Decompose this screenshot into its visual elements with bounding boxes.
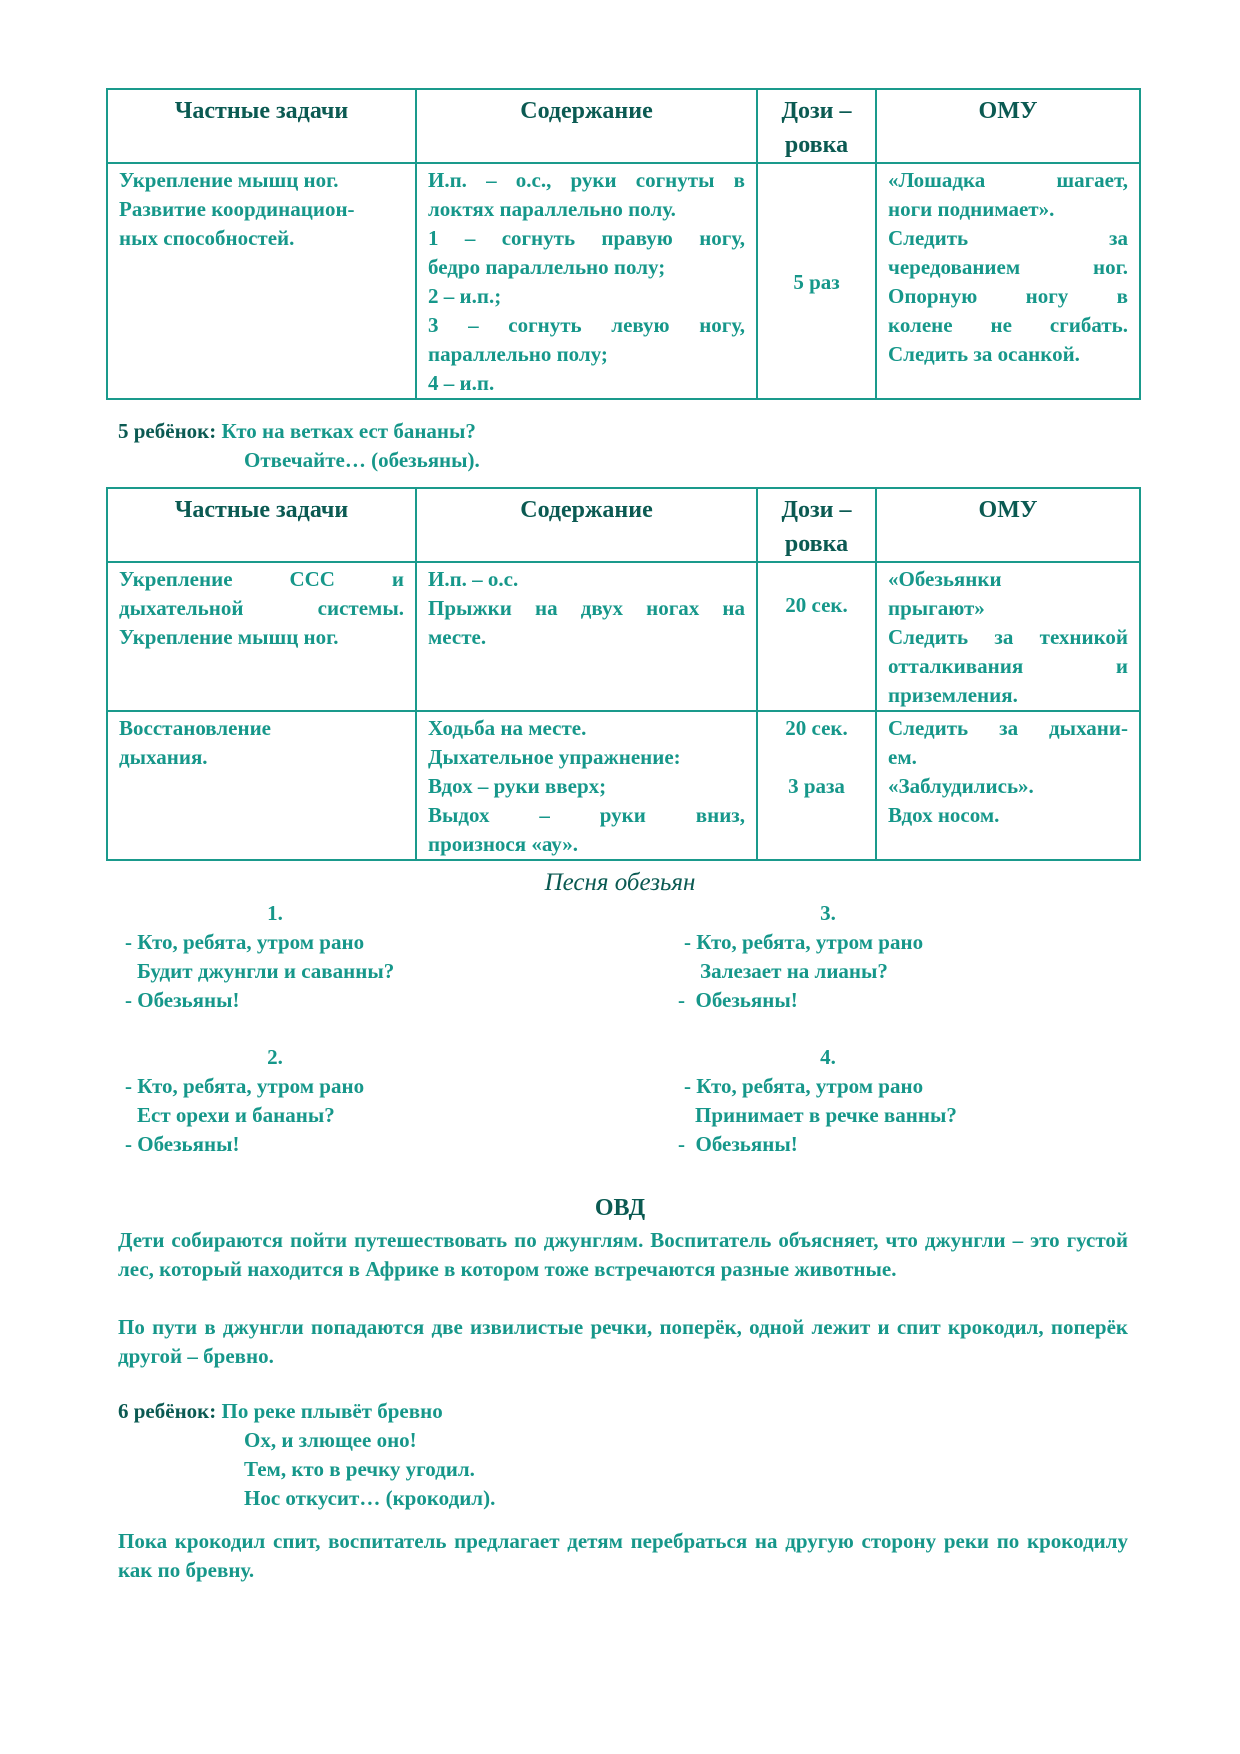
exercise-table-2	[106, 487, 1141, 861]
cell-line: Следить за осанкой.	[888, 342, 1080, 366]
ovd-paragraph-2: По пути в джунгли попадаются две извилистые речки, поперёк, одной лежит и спит крокодил, поперёк другой – бревно.	[118, 1315, 1128, 1368]
cell-line: Опорную ногу в	[888, 284, 1128, 308]
cell-line: ноги поднимает».	[888, 197, 1055, 221]
cell-line: ных способностей.	[119, 226, 295, 250]
cell-line: дыхательной системы.	[119, 596, 404, 620]
verse-line: Ест орехи и бананы?	[137, 1103, 335, 1127]
cell-content	[416, 562, 757, 711]
cell-dose	[757, 711, 876, 860]
table-header-row	[107, 89, 1140, 163]
verse-line: - Обезьяны!	[678, 1132, 798, 1156]
cell-line: «Заблудились».	[888, 774, 1034, 798]
riddle-line: Отвечайте… (обезьяны).	[244, 448, 480, 472]
header-content: Содержание	[416, 488, 757, 562]
cell-tasks	[107, 163, 416, 399]
verse-line: - Кто, ребята, утром рано	[125, 930, 365, 954]
header-omu: ОМУ	[876, 488, 1140, 562]
exercise-table-1	[106, 88, 1141, 400]
cell-line: колене не сгибать.	[888, 313, 1128, 337]
cell-tasks	[107, 562, 416, 711]
cell-line: 3 раза	[788, 774, 845, 798]
cell-line: бедро параллельно полу;	[428, 255, 666, 279]
cell-line: Прыжки на двух ногах на	[428, 596, 745, 620]
cell-line: ем.	[888, 745, 917, 769]
verse-line: - Обезьяны!	[678, 988, 798, 1012]
cell-line: Вдох носом.	[888, 803, 1000, 827]
cell-line: И.п. – о.с.	[428, 567, 519, 591]
cell-line: отталкивания и	[888, 654, 1128, 678]
cell-line: приземления.	[888, 683, 1018, 707]
header-tasks: Частные задачи	[107, 488, 416, 562]
cell-line: Укрепление мышц ног.	[119, 625, 339, 649]
table-row	[107, 163, 1140, 399]
cell-line: Следить за техникой	[888, 625, 1128, 649]
cell-line: Вдох – руки вверх;	[428, 774, 607, 798]
table-row	[107, 562, 1140, 711]
song-verse-3	[678, 899, 1098, 1015]
speaker-label: 6 ребёнок:	[118, 1399, 217, 1423]
table-row	[107, 711, 1140, 860]
riddle-line: Ох, и злющее оно!	[244, 1428, 417, 1452]
verse-number: 1.	[267, 901, 283, 925]
riddle-6	[118, 1397, 495, 1513]
header-dose	[757, 89, 876, 163]
ovd-paragraph-1: Дети собираются пойти путешествовать по джунглям. Воспитатель объясняет, что джунгли – это густой лес, который находится в Африке в котором тоже встречаются разные животные.	[118, 1228, 1128, 1281]
table-header-row	[107, 488, 1140, 562]
verse-line: Будит джунгли и саванны?	[137, 959, 395, 983]
verse-number: 3.	[820, 901, 836, 925]
cell-tasks	[107, 711, 416, 860]
cell-line: 2 – и.п.;	[428, 284, 502, 308]
cell-line: Укрепление мышц ног.	[119, 168, 339, 192]
cell-content	[416, 163, 757, 399]
verse-line: - Кто, ребята, утром рано	[684, 930, 924, 954]
riddle-line: Нос откусит… (крокодил).	[244, 1486, 496, 1510]
cell-line: «Лошадка шагает,	[888, 168, 1128, 192]
cell-line	[769, 743, 864, 772]
cell-line: Следить за дыхани-	[888, 716, 1128, 740]
cell-line: прыгают»	[888, 596, 985, 620]
riddle-line: Кто на ветках ест бананы?	[221, 419, 476, 443]
cell-dose	[757, 562, 876, 711]
cell-omu	[876, 562, 1140, 711]
verse-line: - Кто, ребята, утром рано	[125, 1074, 365, 1098]
header-dose-line2: ровка	[784, 531, 849, 557]
cell-line: дыхания.	[119, 745, 208, 769]
riddle-line: Тем, кто в речку угодил.	[244, 1457, 475, 1481]
cell-omu	[876, 711, 1140, 860]
header-omu: ОМУ	[876, 89, 1140, 163]
cell-line: произнося «ау».	[428, 832, 579, 856]
cell-line: И.п. – о.с., руки согнуты в	[428, 168, 745, 192]
cell-line: 1 – согнуть правую ногу,	[428, 226, 745, 250]
cell-line: Развитие координацион-	[119, 197, 355, 221]
cell-omu	[876, 163, 1140, 399]
cell-line: Дыхательное упражнение:	[428, 745, 681, 769]
verse-line: Залезает на лианы?	[700, 959, 888, 983]
cell-line: Выдох – руки вниз,	[428, 803, 745, 827]
cell-line: месте.	[428, 625, 487, 649]
section-title-ovd: ОВД	[594, 1195, 646, 1221]
song-verse-1	[125, 899, 545, 1015]
verse-line: - Обезьяны!	[125, 1132, 240, 1156]
header-tasks: Частные задачи	[107, 89, 416, 163]
cell-line: Укрепление ССС и	[119, 567, 404, 591]
header-dose-line2: ровка	[784, 132, 849, 158]
verse-line: - Кто, ребята, утром рано	[684, 1074, 924, 1098]
cell-line: чередованием ног.	[888, 255, 1128, 279]
cell-line: Ходьба на месте.	[428, 716, 587, 740]
riddle-line: По реке плывёт бревно	[221, 1399, 443, 1423]
verse-line: Принимает в речке ванны?	[695, 1103, 957, 1127]
verse-line: - Обезьяны!	[125, 988, 240, 1012]
verse-number: 2.	[267, 1045, 283, 1069]
header-dose	[757, 488, 876, 562]
song-verse-2	[125, 1043, 545, 1159]
cell-content	[416, 711, 757, 860]
header-content: Содержание	[416, 89, 757, 163]
cell-line: Следить за	[888, 226, 1128, 250]
verse-number: 4.	[820, 1045, 836, 1069]
cell-line: параллельно полу;	[428, 342, 608, 366]
speaker-label: 5 ребёнок:	[118, 419, 217, 443]
header-dose-line1: Дози –	[781, 98, 852, 124]
cell-line: 20 сек.	[785, 593, 848, 617]
cell-dose: 5 раз	[757, 163, 876, 399]
header-dose-line1: Дози –	[781, 497, 852, 523]
final-paragraph: Пока крокодил спит, воспитатель предлагает детям перебраться на другую сторону реки по крокодилу как по бревну.	[118, 1529, 1128, 1582]
song-verse-4	[678, 1043, 1098, 1159]
cell-line: локтях параллельно полу.	[428, 197, 676, 221]
cell-line: 3 – согнуть левую ногу,	[428, 313, 745, 337]
song-title: Песня обезьян	[544, 869, 696, 896]
cell-line: «Обезьянки	[888, 567, 1002, 591]
cell-line: 20 сек.	[785, 716, 848, 740]
cell-line: Восстановление	[119, 716, 271, 740]
riddle-5	[118, 417, 480, 475]
cell-line: 4 – и.п.	[428, 371, 495, 395]
